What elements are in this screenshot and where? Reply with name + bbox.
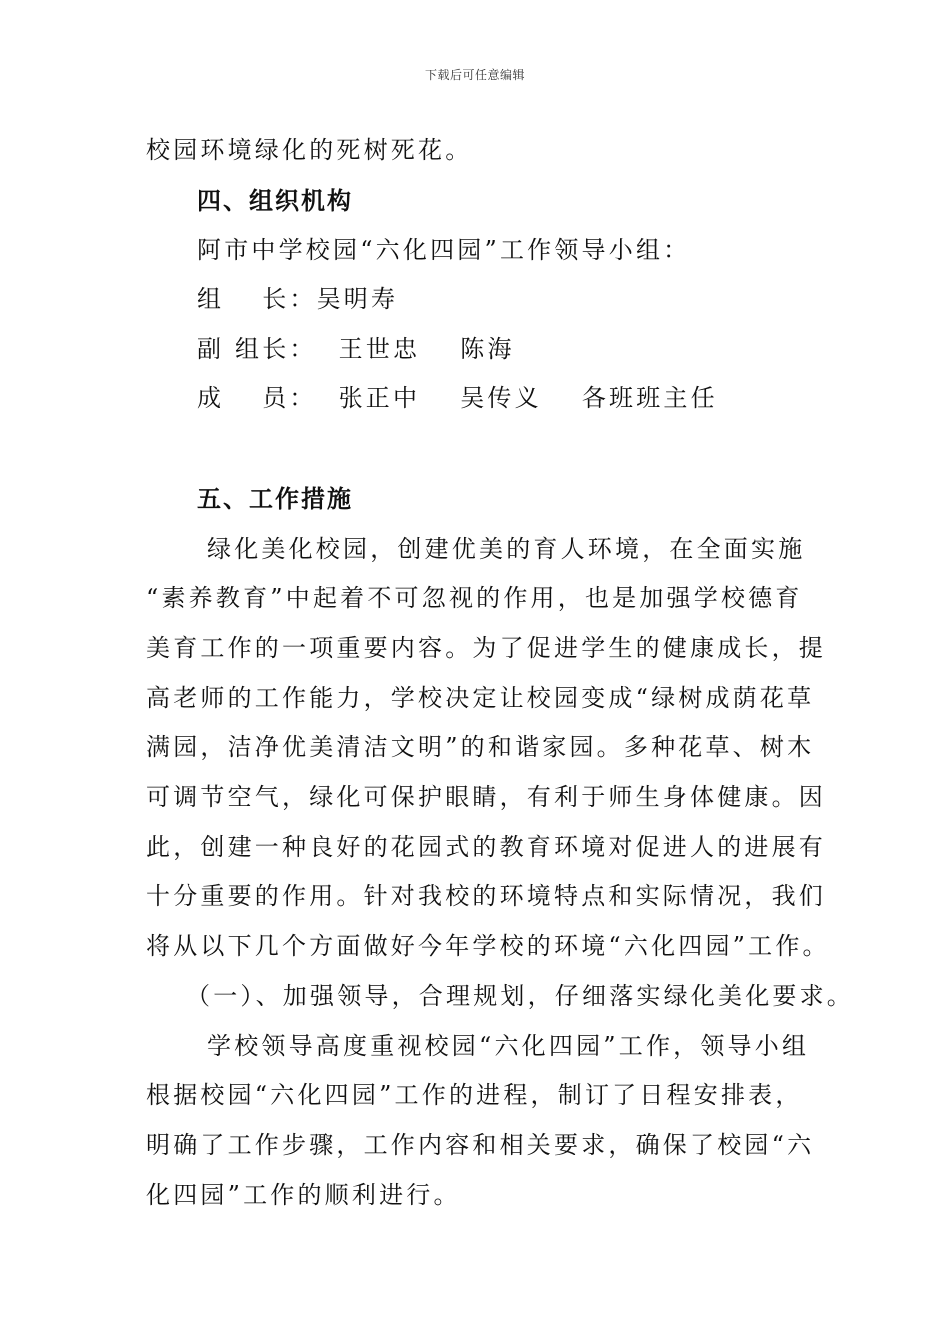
section5-heading: 五、工作措施 (197, 485, 353, 513)
paragraph1-line: 满园，洁净优美清洁文明”的和谐家园。多种花草、树木 (146, 733, 815, 761)
paragraph1-line: “素养教育”中起着不可忽视的作用，也是加强学校德育 (146, 584, 803, 612)
paragraph2-line: 化四园”工作的顺利进行。 (146, 1181, 461, 1209)
leader-row (197, 284, 398, 314)
paragraph1-line: 高老师的工作能力，学校决定让校园变成“绿树成荫花草 (146, 684, 815, 712)
member-name: 各班班主任 (581, 384, 718, 412)
members-row (197, 383, 718, 413)
member-name: 张正中 (338, 384, 421, 412)
members-label: 成 (197, 384, 225, 412)
paragraph2-line: 学校领导高度重视校园“六化四园”工作，领导小组 (207, 1032, 810, 1060)
subheading-1: （一）、加强领导，合理规划，仔细落实绿化美化要求。 (186, 982, 854, 1010)
deputy-row (197, 334, 515, 364)
member-name: 吴传义 (460, 384, 542, 412)
leader-name: 吴明寿 (316, 285, 399, 313)
intro-continuation: 校园环境绿化的死树死花。 (146, 136, 473, 164)
section4-heading: 四、组织机构 (197, 187, 353, 215)
paragraph1-line: 美育工作的一项重要内容。为了促进学生的健康成长，提 (146, 634, 826, 662)
paragraph1-line: 可调节空气，绿化可保护眼睛，有利于师生身体健康。因 (146, 783, 826, 811)
deputy-label: 副 组长： (197, 335, 317, 363)
paragraph1-line: 此，创建一种良好的花园式的教育环境对促进人的进展有 (146, 833, 826, 861)
header-note: 下载后可任意编辑 (424, 68, 525, 82)
paragraph1-line: 将从以下几个方面做好今年学校的环境“六化四园”工作。 (146, 932, 830, 960)
leader-label-suffix: 长： (262, 285, 317, 313)
deputy-name: 陈海 (460, 335, 515, 363)
members-label-suffix: 员： (262, 384, 317, 412)
paragraph2-line: 明确了工作步骤，工作内容和相关要求，确保了校园“六 (146, 1131, 815, 1159)
paragraph1-line: 十分重要的作用。针对我校的环境特点和实际情况，我们 (146, 882, 826, 910)
paragraph2-line: 根据校园“六化四园”工作的进程，制订了日程安排表， (146, 1081, 803, 1109)
leader-label: 组 (197, 285, 225, 313)
leading-group-title: 阿市中学校园“六化四园”工作领导小组： (197, 236, 691, 264)
paragraph1-line: 绿化美化校园，创建优美的育人环境，在全面实施 (207, 535, 806, 563)
deputy-name: 王世忠 (338, 335, 421, 363)
